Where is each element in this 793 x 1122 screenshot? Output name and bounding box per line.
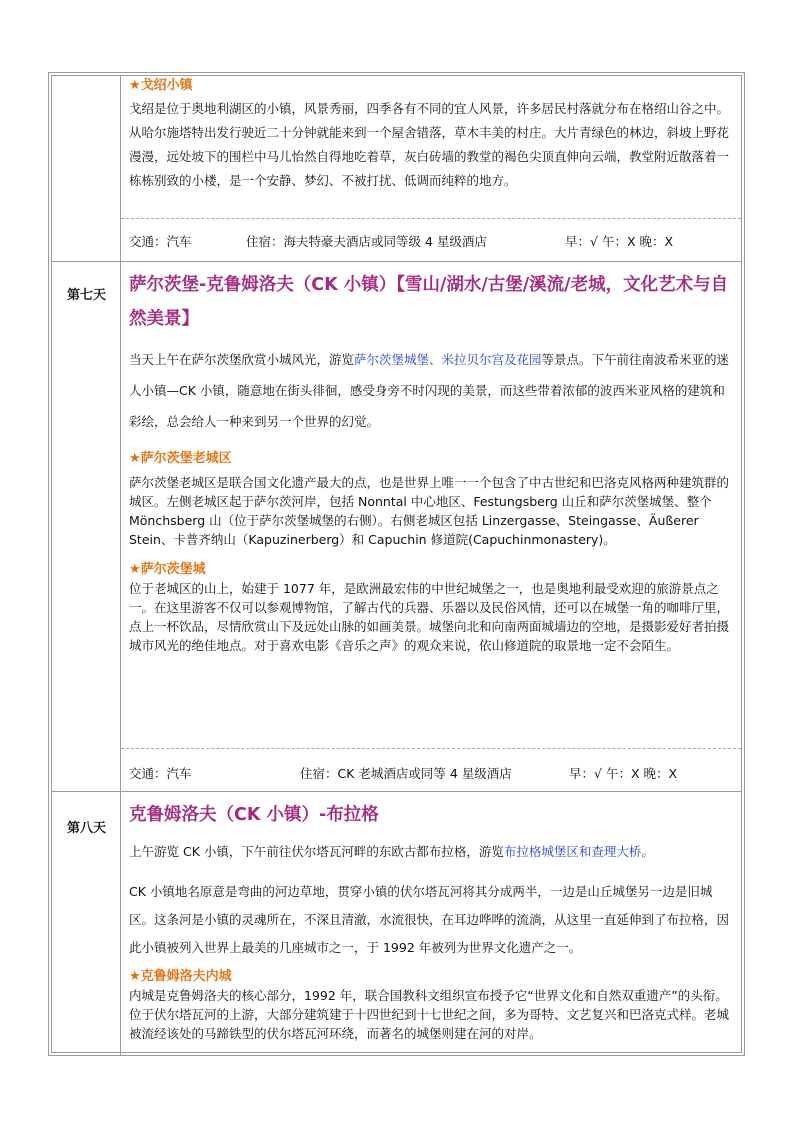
castle-heading: ★萨尔茨堡城 <box>129 562 206 577</box>
day7-logistics <box>129 764 729 784</box>
day7-sights-link[interactable]: 萨尔茨堡城堡、米拉贝尔宫及花园 <box>354 352 542 367</box>
hotel-text: 住宿：CK 老城酒店或同等 4 星级酒店 <box>300 766 512 781</box>
day7-intro-b: 等景点。下午前往南波希米亚的迷人小镇—CK 小镇，随意地在街头徘徊，感受身旁不时闪现的美景，而这些带着浓郁的波西米亚风格的建筑和彩绘，总会给人一种来到另一个世界的幻觉。 <box>129 352 730 429</box>
day-column <box>52 76 121 1056</box>
day8-intro-b: 。 <box>641 844 654 859</box>
row-divider <box>52 261 741 262</box>
hotel-text: 住宿：海夫特豪夫酒店或同等级 4 星级酒店 <box>246 234 487 249</box>
day6-logistics <box>129 232 729 252</box>
day8-label: 第八天 <box>66 821 106 836</box>
day7-label: 第七天 <box>66 288 106 303</box>
meals-text: 早：√ 午：X 晚：X <box>569 766 678 781</box>
castle-description: 位于老城区的山上，始建于 1077 年，是欧洲最宏伟的中世纪城堡之一，也是奥地利最受欢迎的旅游景点之一。在这里游客不仅可以参观博物馆，了解古代的兵器、乐器以及民俗风情，还可以在城堡一角的咖啡厅里，点上一杯饮品，尽情欣赏山下及远处山脉的如画美景。城堡向北和向南两面城墙边的空地，是摄影爱好者拍摄城市风光的绝佳地点。对于喜欢电影《音乐之声》的观众来说，依山修道院的取景地一定不会陌生。 <box>129 581 730 653</box>
day7-section <box>129 268 737 655</box>
gozau-heading: ★戈绍小镇 <box>129 78 193 93</box>
day7-title: 萨尔茨堡-克鲁姆洛夫（CK 小镇）【雪山/湖水/古堡/溪流/老城，文化艺术与自然美景】 <box>129 275 729 329</box>
day7-intro-a: 当天上午在萨尔茨堡欣赏小城风光，游览 <box>129 352 355 367</box>
gozau-description: 戈绍是位于奥地利湖区的小镇，风景秀丽，四季各有不同的宜人风景，许多居民村落就分布在格绍山谷之中。从哈尔施塔特出发行驶近二十分钟就能来到一个屋舍错落，草木丰美的村庄。大片青绿色的林边，斜坡上野花漫漫，远处坡下的围栏中马儿怡然自得地吃着草，灰白砖墙的教堂的褐色尖顶直伸向云端，教堂附近散落着一栋栋别致的小楼，是一个安静、梦幻、不被打扰、低调而纯粹的地方。 <box>129 101 730 188</box>
inner-city-description: 内城是克鲁姆洛夫的核心部分，1992 年，联合国教科文组织宣布授予它“世界文化和自然双重遗产”的头衔。位于伏尔塔瓦河的上游，大部分建筑建于十四世纪到十七世纪之间，多为哥特、文艺复兴和巴洛克式样。老城被流经该处的马蹄铁型的伏尔塔瓦河环绕，而著名的城堡则建在河的对岸。 <box>129 988 730 1041</box>
day8-description: CK 小镇地名原意是弯曲的河边草地，贯穿小镇的伏尔塔瓦河将其分成两半，一边是山丘城堡另一边是旧城区。这条河是小镇的灵魂所在，不深且清澈，水流很快，在耳边哗哗的流淌，从这里一直延伸到了布拉格，因此小镇被列入世界上最美的几座城市之一，于 1992 年被列为世界文化遗产之一。 <box>129 884 730 955</box>
oldtown-description: 萨尔茨堡老城区是联合国文化遗产最大的点，也是世界上唯一一个包含了中古世纪和巴洛克风格两种建筑群的城区。左侧老城区起于萨尔茨河岸，包括 Nonntal 中心地区、Festungsberg 山丘和萨尔茨堡城堡、整个 Mönchsberg 山（位于萨尔茨堡城堡的右侧）。右侧老城区包括 Linzergasse、Steingasse、Äußerer Stein、卡普齐纳山（Kapuzinerberg）和 Capuchin 修道院(Capuchinmonastery)。 <box>129 475 730 547</box>
transport-text: 交通：汽车 <box>129 234 192 249</box>
itinerary-table <box>48 72 745 1056</box>
day8-sights-link[interactable]: 布拉格城堡区和查理大桥 <box>503 844 642 859</box>
transport-text: 交通：汽车 <box>129 766 192 781</box>
day8-title: 克鲁姆洛夫（CK 小镇）-布拉格 <box>129 805 379 825</box>
day8-section <box>129 798 737 1043</box>
day8-intro <box>129 838 737 866</box>
divider <box>121 748 741 749</box>
inner-city-heading: ★克鲁姆洛夫内城 <box>129 969 232 984</box>
day7-intro <box>129 344 737 437</box>
meals-text: 早：√ 午：X 晚：X <box>565 234 674 249</box>
oldtown-heading: ★萨尔茨堡老城区 <box>129 451 232 466</box>
gozau-section <box>129 77 737 193</box>
row-divider <box>52 791 741 792</box>
day8-intro-a: 上午游览 CK 小镇，下午前往伏尔塔瓦河畔的东欧古都布拉格，游览 <box>129 844 504 859</box>
itinerary-table-inner <box>51 75 742 1053</box>
divider <box>121 218 741 219</box>
